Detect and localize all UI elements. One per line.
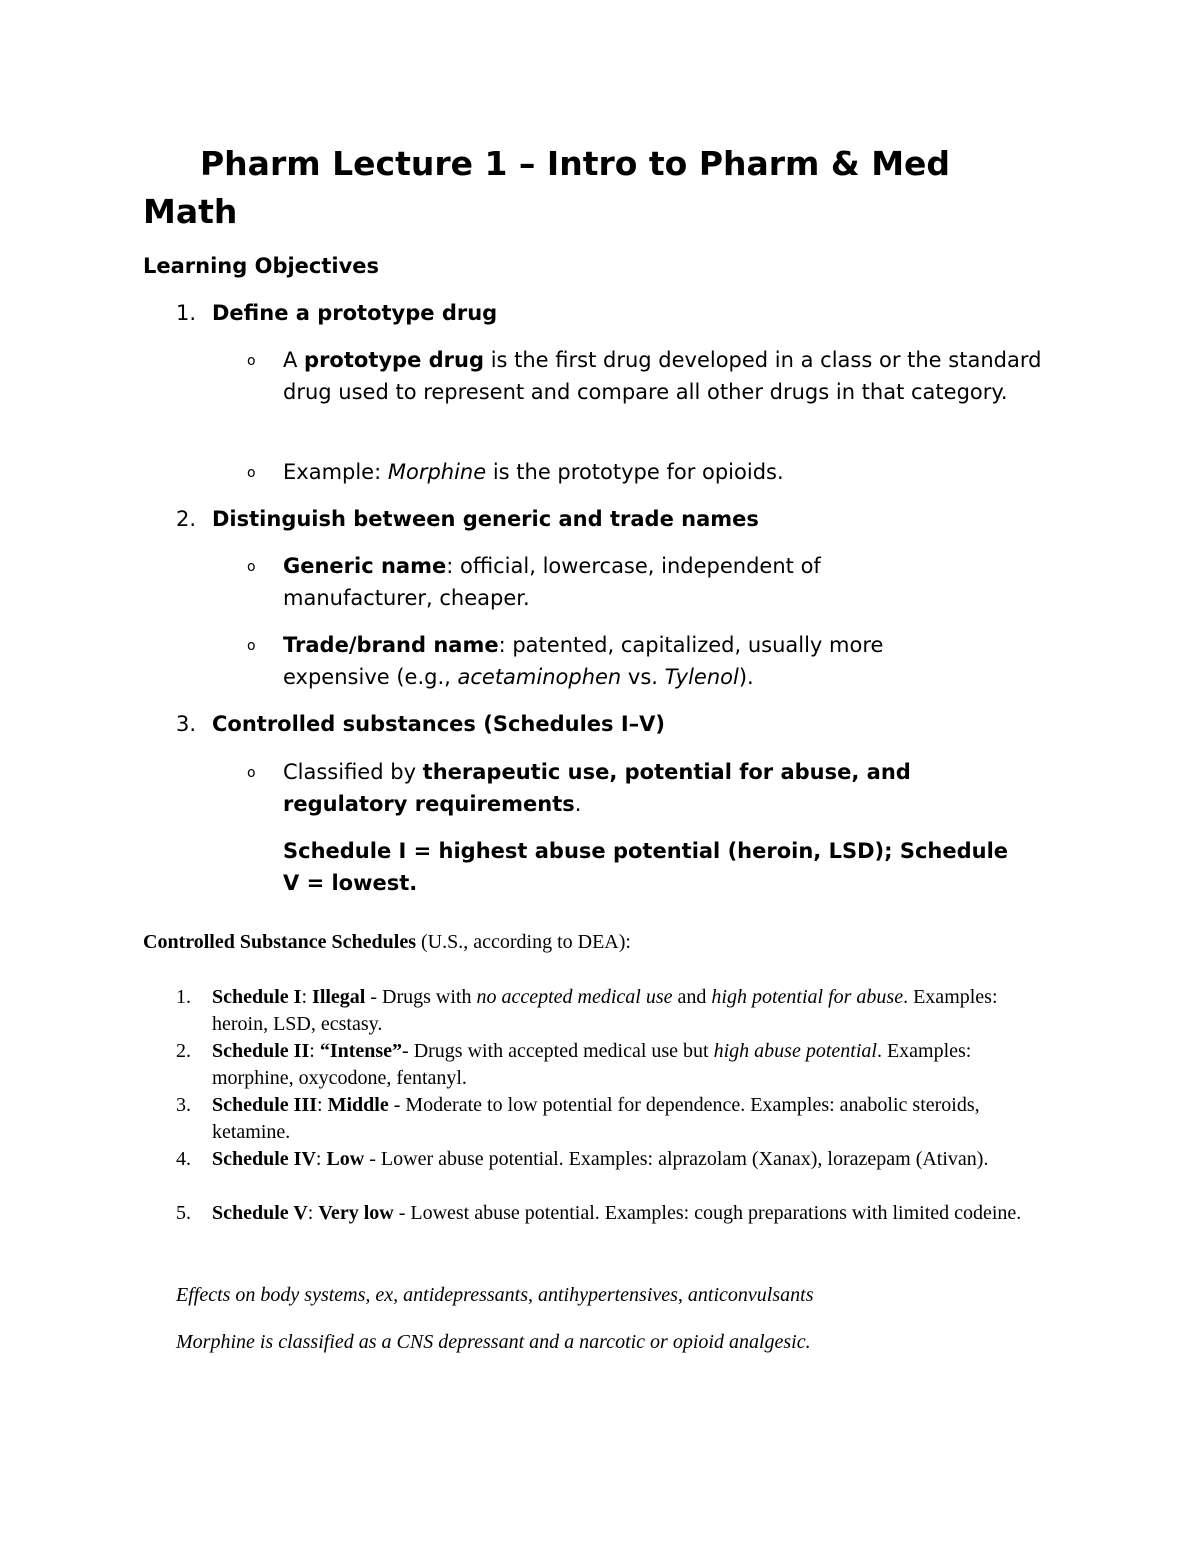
schedule-number: 5. [176,1202,191,1224]
objective-bullet: Classified by therapeutic use, potential for abuse, and regulatory requirements. [283,760,911,816]
bullet-icon: o [247,638,256,654]
objective-bullet: Generic name: official, lowercase, independent of manufacturer, cheaper. [283,554,821,610]
bullet-icon: o [247,765,256,781]
schedule-item: Schedule IV: Low - Lower abuse potential. Examples: alprazolam (Xanax), lorazepam (Ativan). [212,1148,989,1170]
schedule-number: 1. [176,986,191,1008]
bullet-icon: o [247,559,256,575]
objective-number: 3. [176,712,197,736]
schedule-item: Schedule V: Very low - Lowest abuse potential. Examples: cough preparations with limited codeine. [212,1202,1022,1224]
objective-bullet: Trade/brand name: patented, capitalized, usually more expensive (e.g., acetaminophen vs. Tylenol). [283,633,884,689]
schedule-item: Schedule II: “Intense”- Drugs with accepted medical use but high abuse potential. Examples: morphine, oxycodone, fentanyl. [212,1040,972,1089]
schedules-heading: Controlled Substance Schedules (U.S., according to DEA): [143,931,631,953]
schedule-item: Schedule I: Illegal - Drugs with no accepted medical use and high potential for abuse. Examples: heroin, LSD, ecstasy. [212,986,998,1035]
objective-heading: Define a prototype drug [212,301,498,325]
bullet-icon: o [247,353,256,369]
page-title: Pharm Lecture 1 – Intro to Pharm & Med Math [143,144,951,231]
schedule-number: 4. [176,1148,191,1170]
schedule-number: 3. [176,1094,191,1116]
note-morphine: Morphine is classified as a CNS depressant and a narcotic or opioid analgesic. [176,1331,811,1353]
objective-number: 2. [176,507,197,531]
bullet-icon: o [247,465,256,481]
objective-heading: Distinguish between generic and trade names [212,507,759,531]
objective-heading: Controlled substances (Schedules I–V) [212,712,665,736]
schedule-number: 2. [176,1040,191,1062]
schedule-summary: Schedule I = highest abuse potential (heroin, LSD); Schedule V = lowest. [283,839,1009,895]
note-body-systems: Effects on body systems, ex, antidepressants, antihypertensives, anticonvulsants [176,1284,814,1306]
schedule-item: Schedule III: Middle - Moderate to low potential for dependence. Examples: anabolic steroids, ketamine. [212,1094,980,1143]
objective-number: 1. [176,301,197,325]
objective-bullet: A prototype drug is the first drug developed in a class or the standard drug used to represent and compare all other drugs in that category. [283,348,1042,404]
learning-objectives-heading: Learning Objectives [143,254,380,278]
objective-bullet: Example: Morphine is the prototype for opioids. [283,460,784,484]
